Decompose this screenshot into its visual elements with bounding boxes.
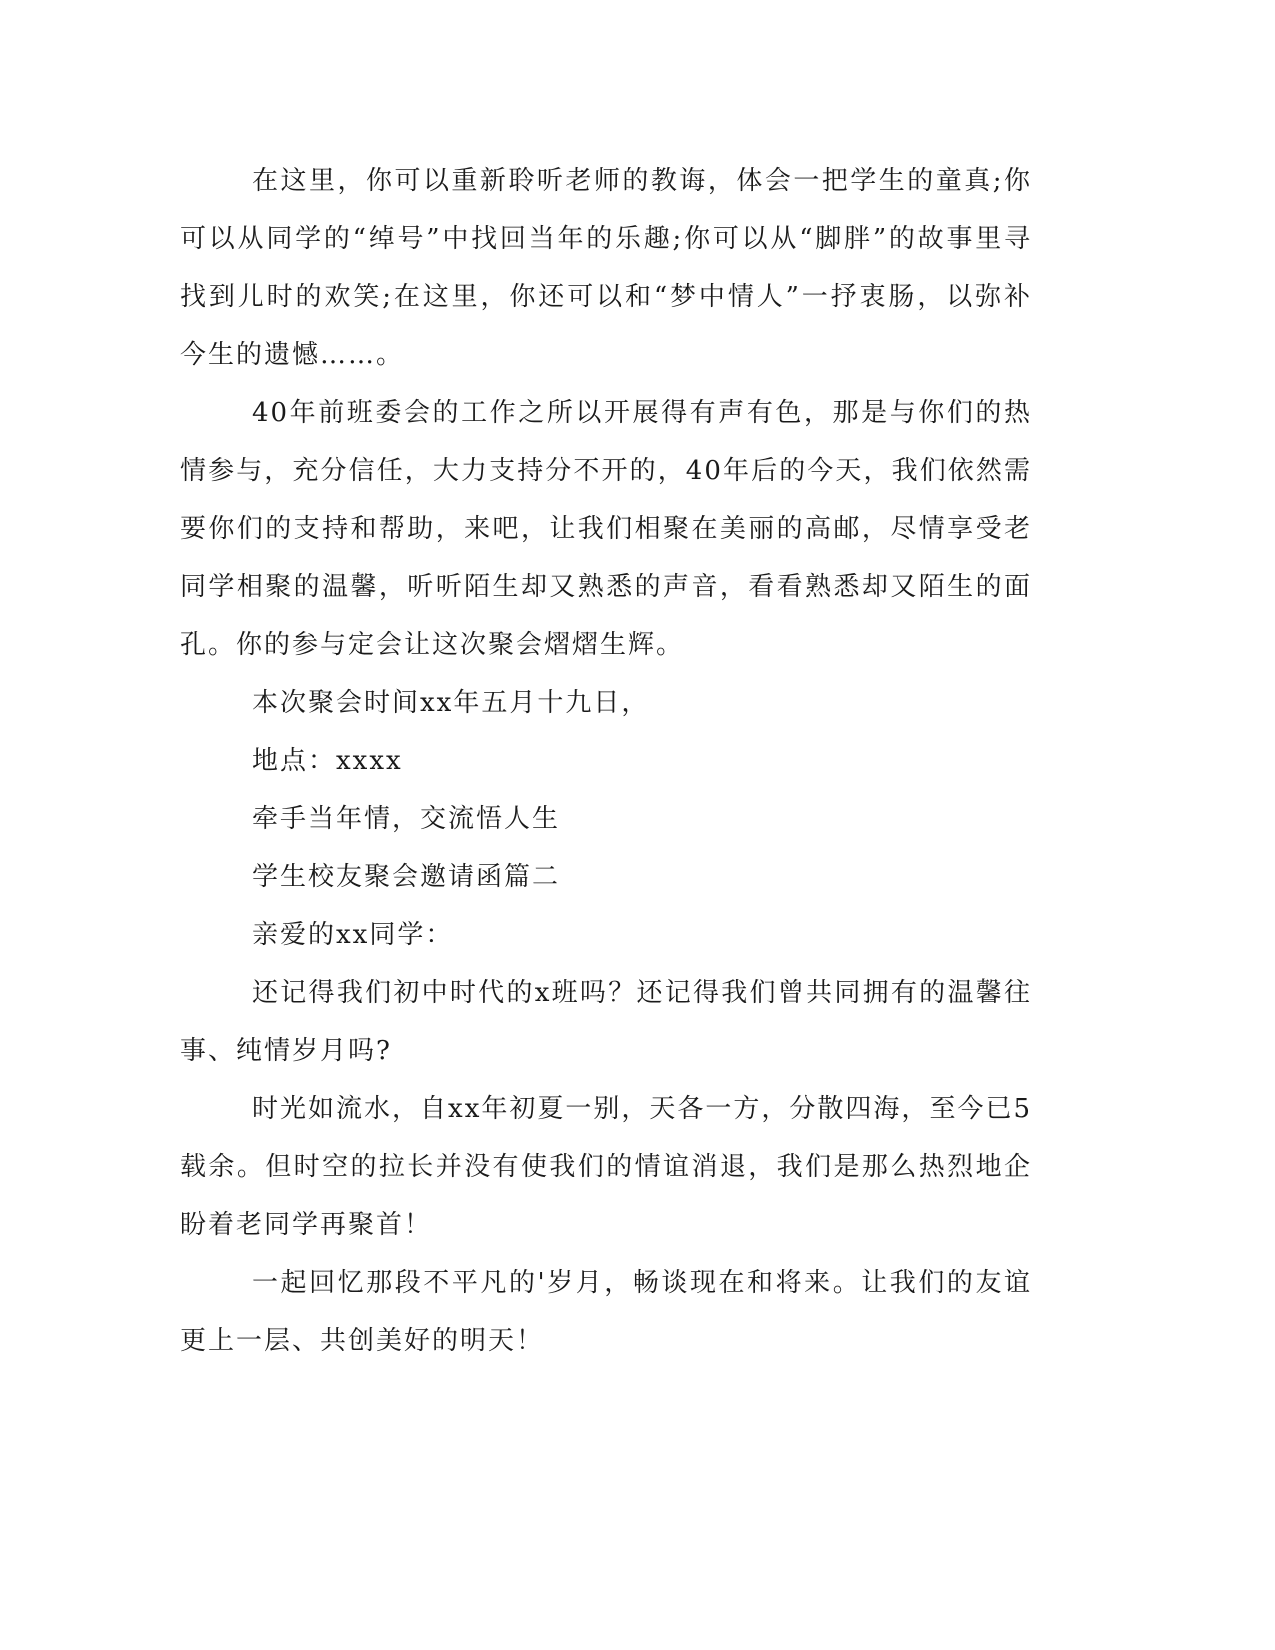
paragraph-remember: 还记得我们初中时代的x班吗？还记得我们曾共同拥有的温馨往事、纯情岁月吗? bbox=[180, 978, 1032, 1066]
paragraph-reunion-time: 本次聚会时间xx年五月十九日， bbox=[252, 688, 650, 718]
paragraph-memories: 在这里，你可以重新聆听老师的教诲，体会一把学生的童真;你可以从同学的“绰号”中找回当年的乐趣;你可以从“脚胖”的故事里寻找到儿时的欢笑;在这里，你还可以和“梦中情人”一抒衷肠，以弥补今生的遗憾……。 bbox=[180, 166, 1032, 370]
paragraph-recall: 一起回忆那段不平凡的'岁月，畅谈现在和将来。让我们的友谊更上一层、共创美好的明天！ bbox=[180, 1268, 1032, 1356]
section-heading: 学生校友聚会邀请函篇二 bbox=[252, 862, 561, 892]
paragraph-slogan: 牵手当年情，交流悟人生 bbox=[252, 804, 561, 834]
document-body bbox=[180, 152, 1032, 1370]
paragraph-time-flows: 时光如流水，自xx年初夏一别，天各一方，分散四海，至今已5载余。但时空的拉长并没有使我们的情谊消退，我们是那么热烈地企盼着老同学再聚首！ bbox=[180, 1094, 1032, 1240]
paragraph-location: 地点：xxxx bbox=[252, 746, 403, 776]
paragraph-class-committee: 40年前班委会的工作之所以开展得有声有色，那是与你们的热情参与，充分信任，大力支持分不开的，40年后的今天，我们依然需要你们的支持和帮助，来吧，让我们相聚在美丽的高邮，尽情享受老同学相聚的温馨，听听陌生却又熟悉的声音，看看熟悉却又陌生的面孔。你的参与定会让这次聚会熠熠生辉。 bbox=[180, 398, 1032, 660]
salutation: 亲爱的xx同学： bbox=[252, 920, 454, 950]
